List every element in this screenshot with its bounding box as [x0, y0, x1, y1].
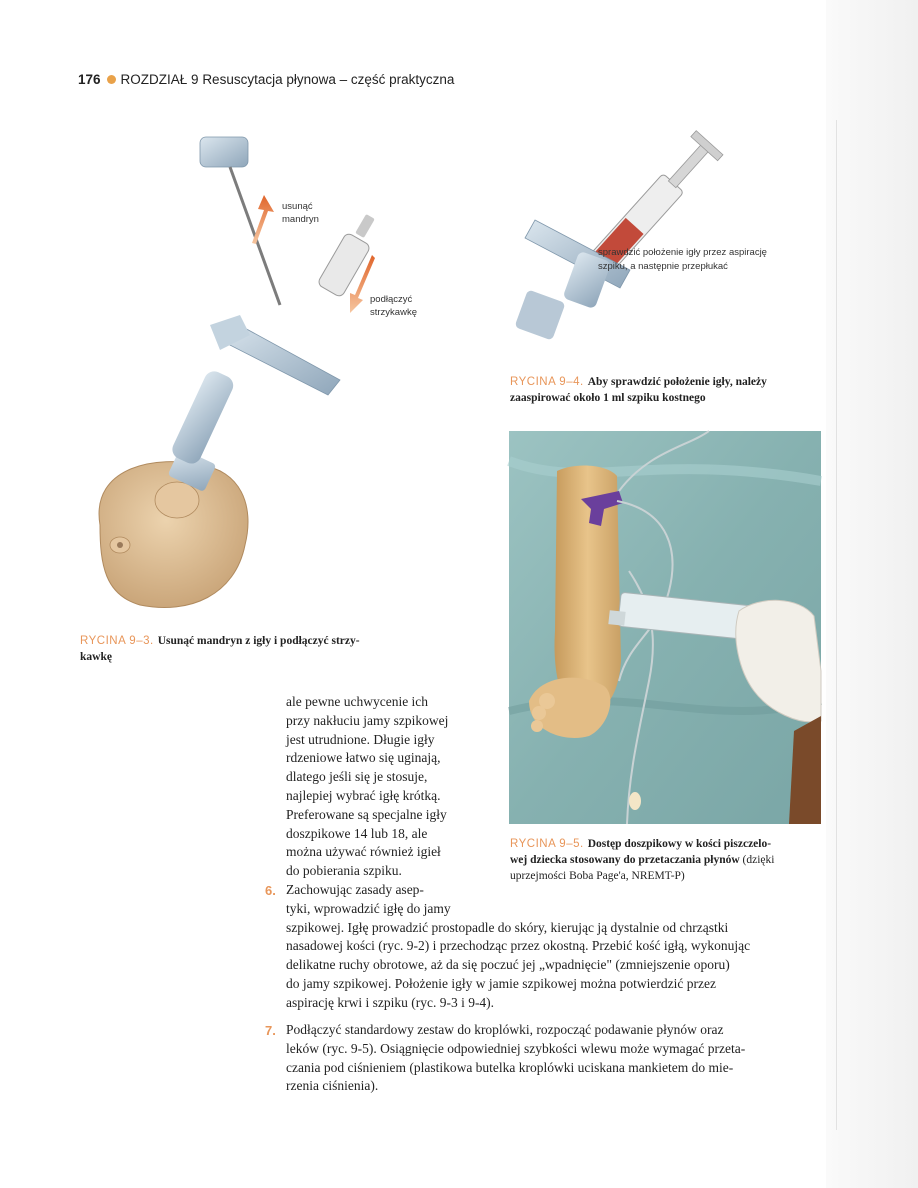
- figure-9-4-illustration: [510, 130, 820, 345]
- body-narrow-column: ale pewne uchwycenie ich przy nakłuciu jamy szpikowej jest utrudnione. Długie igły rdzeniowe łatwo się uginają, dlatego jeśli się je stosuje, najlepiej wybrać igłę krótką. Preferowane są specjalne igły doszpikowe 14 lub 18, ale można używać również igieł do pobierania szpiku.: [286, 694, 449, 879]
- needle-hub: [168, 315, 340, 492]
- annotation-attach-line2: strzykawkę: [370, 307, 417, 318]
- syringe-small: [317, 214, 375, 298]
- annotation-attach-line1: podłączyć: [370, 294, 413, 305]
- list-item-7-text: Podłączyć standardowy zestaw do kroplówki, rozpocząć podawanie płynów oraz leków (ryc. 9-5). Osiągnięcie odpowiedniej szybkości wlewu może wymagać przeta- czania pod ciśnieniem (plastikowa butelka kroplówki uciskana mankietem do mie- rzenia ciśnienia).: [286, 1022, 746, 1094]
- arrow-up-icon: [252, 195, 274, 244]
- list-item-number-6: 6.: [265, 883, 276, 898]
- list-item-number-7: 7.: [265, 1023, 276, 1038]
- caption-label: RYCINA 9–3.: [80, 635, 154, 647]
- annotation-aspirate-line1: sprawdzić położenie igły przez aspirację: [598, 247, 767, 258]
- figure-9-4-caption: RYCINA 9–4. Aby sprawdzić położenie igły, należy zaaspirować około 1 ml szpiku kostnego: [510, 376, 767, 404]
- figure-9-5-caption: RYCINA 9–5. Dostęp doszpikowy w kości piszczelo- wej dziecka stosowany do przetaczania płynów (dzięki uprzejmości Boba Page'a, NREMT-P): [510, 838, 775, 882]
- running-header: [78, 72, 454, 87]
- annotation-remove-line1: usunąć: [282, 201, 313, 212]
- page-edge-shadow: [826, 0, 918, 1188]
- bullet-dot-icon: [107, 75, 116, 84]
- page-edge-line: [836, 120, 837, 1130]
- chapter-label: ROZDZIAŁ 9: [120, 72, 199, 87]
- annotation-aspirate-line2: szpiku, a następnie przepłukać: [598, 261, 728, 272]
- stylet: [200, 137, 280, 305]
- figure-9-3-illustration: [80, 125, 417, 620]
- puncture-site: [155, 482, 199, 518]
- chapter-title: Resuscytacja płynowa – część praktyczna: [202, 72, 455, 87]
- list-item-6-text: Zachowując zasady asep- tyki, wprowadzić igłę do jamy szpikowej. Igłę prowadzić prostopadle do skóry, kierując ją dystalnie od chrząstki nasadowej kości (ryc. 9-2) i przechodząc przez okostną. Przebić kość igłą, wykonując delikatne ruchy obrotowe, aż da się poczuć jej „wpadnięcie" (zmniejszenie oporu) do jamy szpikowej. Położenie igły w jamie szpikowej można potwierdzić przez aspirację krwi i szpiku (ryc. 9-3 i 9-4).: [286, 882, 751, 1010]
- figure-9-5-photo: [509, 431, 821, 824]
- page-number: 176: [78, 72, 101, 87]
- annotation-remove-line2: mandryn: [282, 214, 319, 225]
- figure-9-3-caption: RYCINA 9–3. Usunąć mandryn z igły i podłączyć strzy- kawkę: [80, 635, 360, 663]
